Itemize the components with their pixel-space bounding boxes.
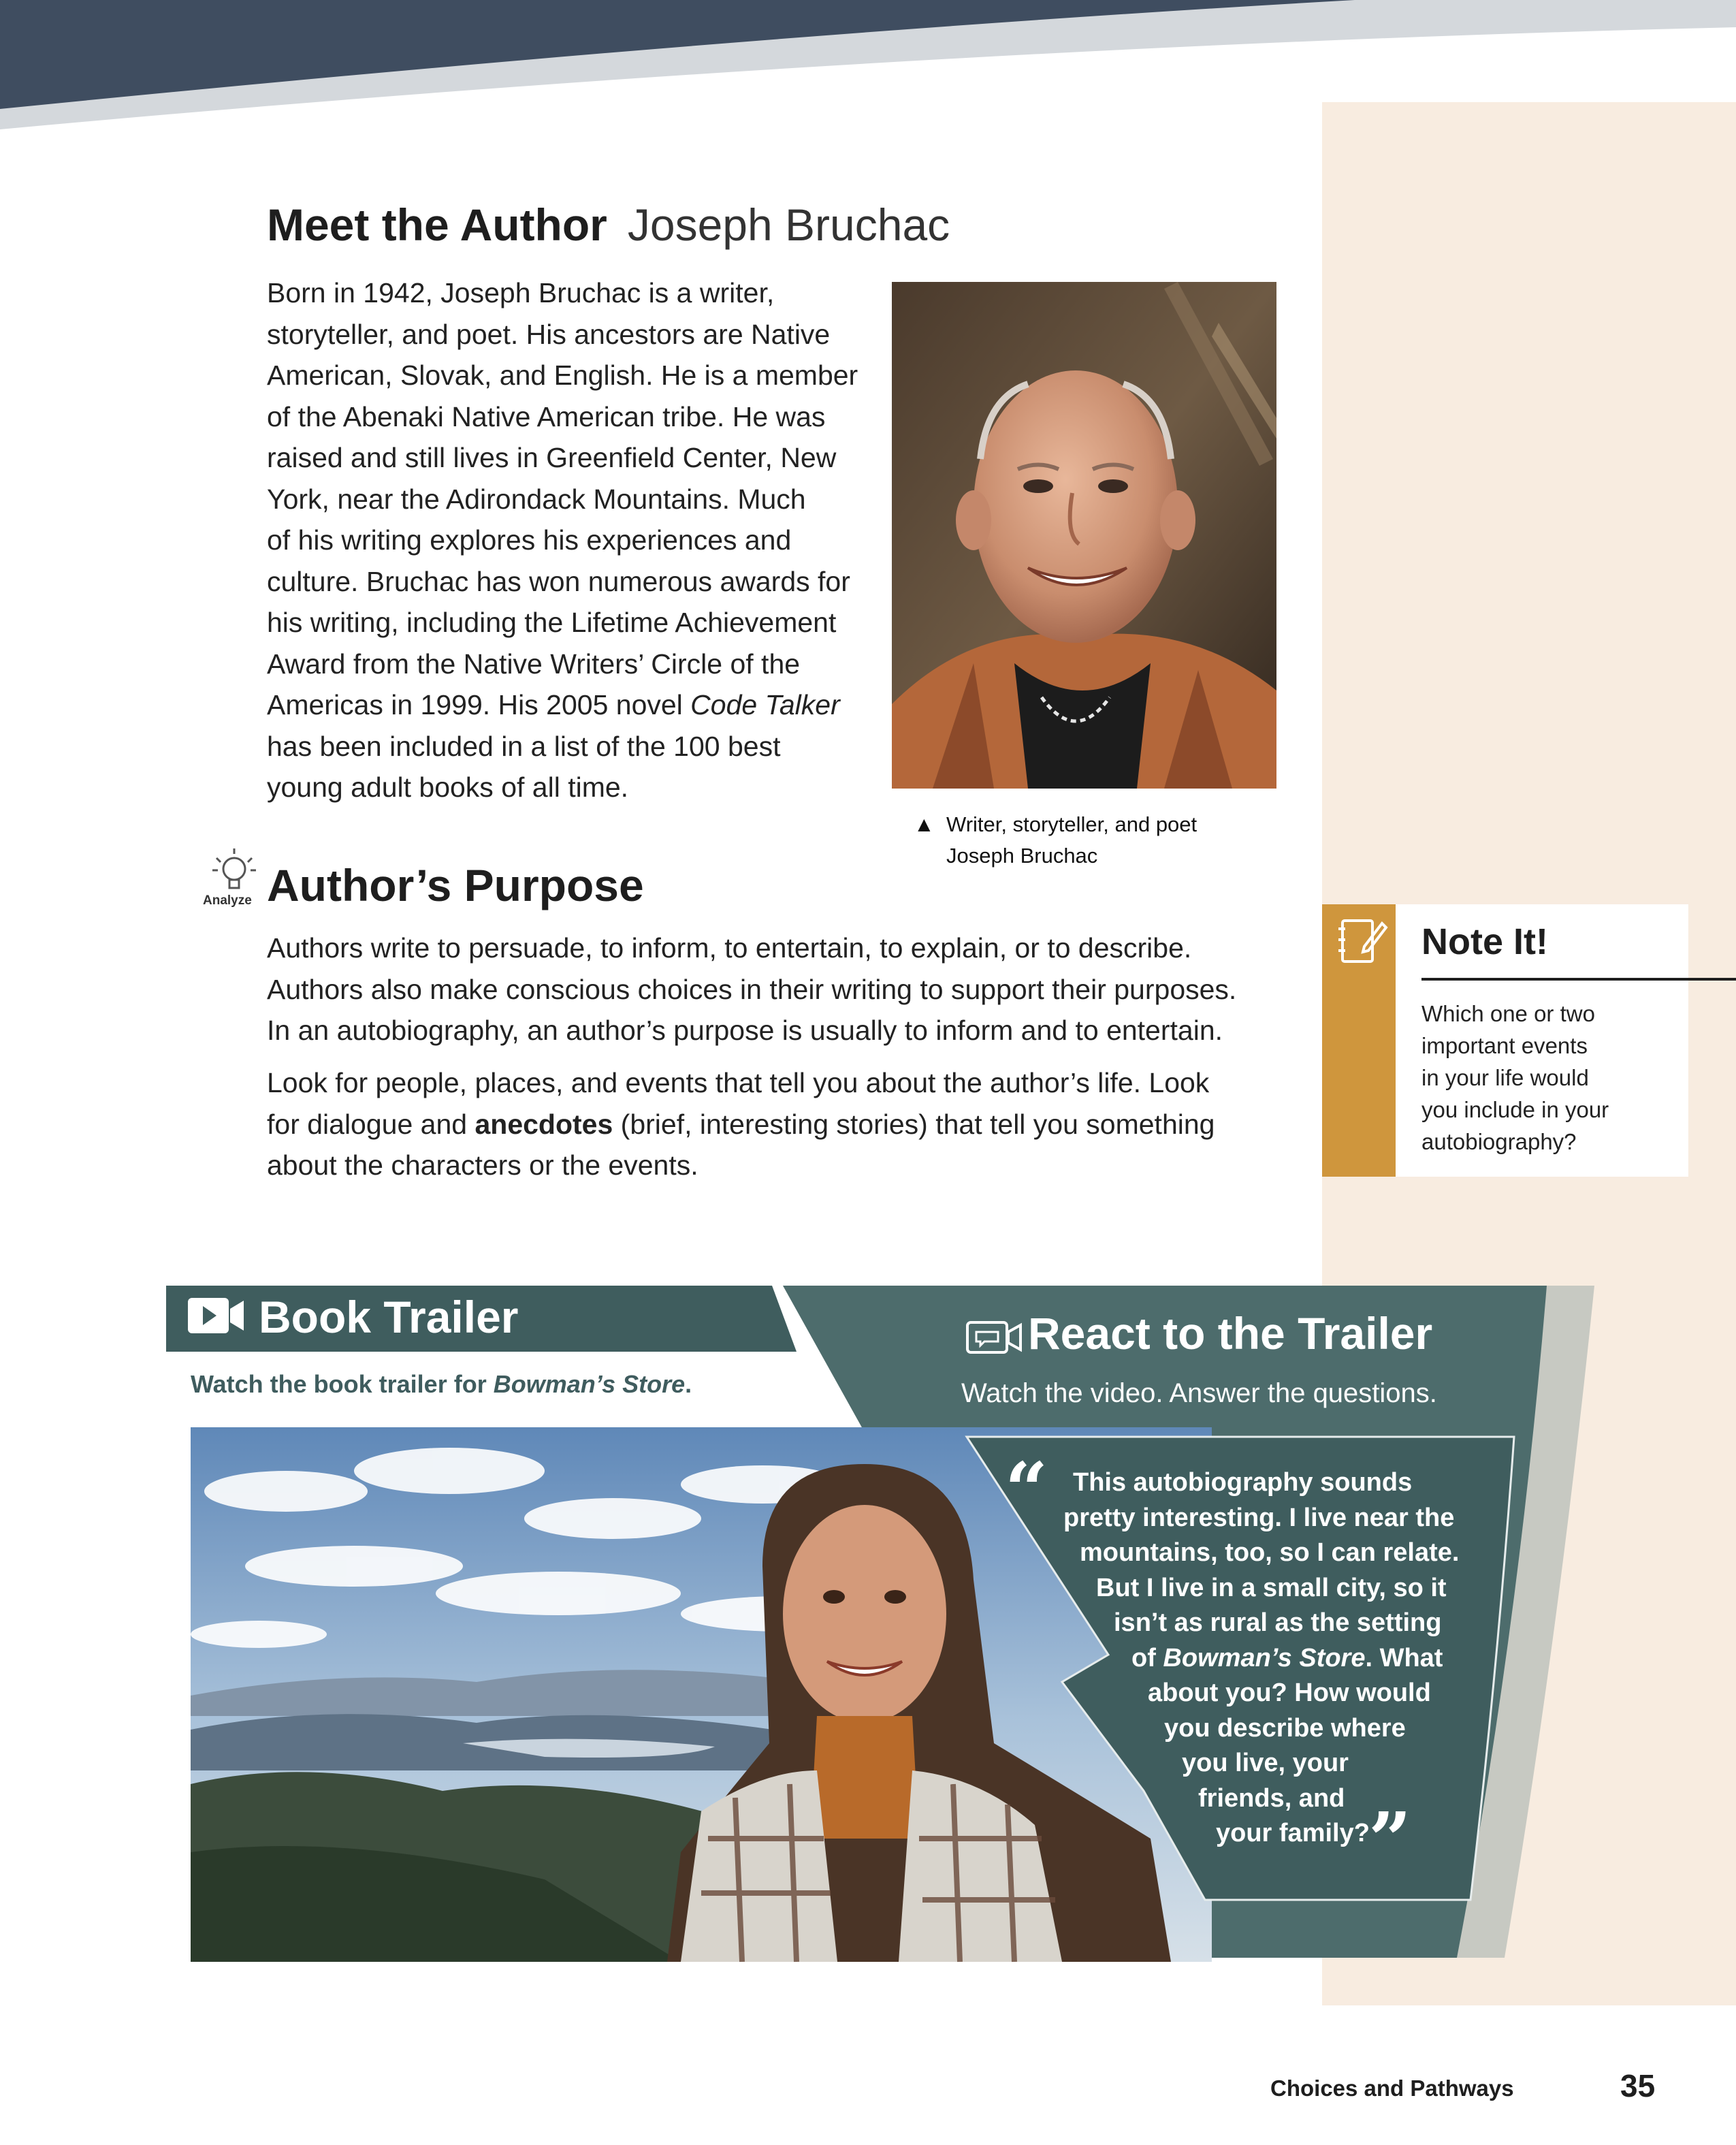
book-title: Bowman’s Store (1163, 1643, 1366, 1672)
bio-line (267, 684, 880, 726)
quote-line: you describe where (1164, 1713, 1406, 1743)
paragraph-line: Authors write to persuade, to inform, to entertain, to explain, or to describe. (267, 932, 1192, 964)
bio-line: of the Abenaki Native American tribe. He was (267, 400, 826, 432)
caption-line: Writer, storyteller, and poet (946, 812, 1197, 836)
video-camera-icon (185, 1294, 246, 1337)
bio-line: American, Slovak, and English. He is a member (267, 360, 858, 391)
bio-line: storyteller, and poet. His ancestors are Native (267, 318, 831, 350)
quote-line: But I live in a small city, so it (1096, 1573, 1447, 1602)
notepad-pencil-icon (1334, 914, 1389, 968)
note-it-rule (1421, 978, 1736, 981)
caption-line: Joseph Bruchac (946, 844, 1098, 868)
quote-text: . What (1365, 1643, 1443, 1672)
quote-line: friends, and (1198, 1783, 1345, 1813)
note-line: autobiography? (1421, 1129, 1577, 1154)
book-trailer-instruction (191, 1370, 692, 1399)
bio-line: his writing, including the Lifetime Achievement (267, 607, 837, 638)
open-quote-mark: “ (1005, 1446, 1048, 1534)
paragraph-line: In an autobiography, an author’s purpose is usually to inform and to entertain. (267, 1015, 1223, 1046)
paragraph-line: Authors also make conscious choices in their writing to support their purposes. (267, 973, 1237, 1005)
react-trailer-instruction: Watch the video. Answer the questions. (961, 1378, 1437, 1408)
footer-unit-label: Choices and Pathways (1270, 2076, 1514, 2101)
author-name: Joseph Bruchac (627, 200, 950, 250)
photo-caption (914, 809, 1268, 872)
bio-line: young adult books of all time. (267, 772, 629, 803)
paragraph-text: for dialogue and (267, 1108, 475, 1140)
book-title: Bowman’s Store (493, 1370, 686, 1398)
paragraph-line: about the characters or the events. (267, 1149, 698, 1181)
author-bio (267, 272, 880, 808)
novel-title: Code Talker (690, 689, 840, 720)
vocab-term: anecdotes (475, 1108, 613, 1140)
react-trailer-title: React to the Trailer (1028, 1308, 1433, 1358)
meet-author-heading (267, 199, 950, 251)
quote-line: your family? (1216, 1819, 1370, 1847)
book-trailer-title: Book Trailer (259, 1292, 519, 1342)
paragraph-line: Look for people, places, and events that tell you about the author’s life. Look (267, 1067, 1210, 1098)
quote-line: isn’t as rural as the setting (1114, 1608, 1442, 1637)
bio-line: raised and still lives in Greenfield Center, New (267, 442, 837, 473)
quote-line: you live, your (1182, 1749, 1349, 1777)
quote-line: about you? How would (1148, 1679, 1431, 1707)
bio-line: has been included in a list of the 100 best (267, 730, 781, 762)
video-chat-icon (965, 1318, 1023, 1356)
quote-line: This autobiography sounds (1073, 1468, 1413, 1497)
close-quote-mark: ” (1368, 1796, 1412, 1884)
bio-line: York, near the Adirondack Mountains. Much (267, 483, 806, 515)
caption-marker: ▲ (914, 812, 935, 836)
bio-text: Americas in 1999. His 2005 novel (267, 689, 691, 720)
note-line: important events (1421, 1033, 1588, 1058)
quote-line: mountains, too, so I can relate. (1080, 1538, 1460, 1567)
bio-line: Born in 1942, Joseph Bruchac is a writer, (267, 277, 775, 308)
note-line: Which one or two (1421, 1001, 1595, 1026)
bio-line: of his writing explores his experiences and (267, 524, 792, 556)
authors-purpose-heading: Author’s Purpose (267, 860, 644, 910)
paragraph-line (267, 1104, 1302, 1145)
author-photo (892, 282, 1276, 789)
bio-line: culture. Bruchac has won numerous awards for (267, 565, 850, 597)
quote-text: of (1131, 1643, 1163, 1672)
paragraph-text: (brief, interesting stories) that tell you something (613, 1108, 1215, 1140)
quote-line: pretty interesting. I live near the (1063, 1503, 1455, 1532)
bio-line: Award from the Native Writers’ Circle of the (267, 648, 801, 680)
student-quote (1028, 1465, 1477, 1852)
note-line: you include in your (1421, 1097, 1609, 1122)
analyze-label: Analyze (203, 893, 252, 908)
purpose-paragraph-1 (267, 927, 1302, 1051)
instruction-text: . (685, 1370, 692, 1398)
page-number: 35 (1620, 2068, 1656, 2103)
note-line: in your life would (1421, 1065, 1589, 1090)
purpose-paragraph-2 (267, 1062, 1302, 1186)
instruction-text: Watch the book trailer for (191, 1370, 494, 1398)
quote-line (1028, 1641, 1477, 1677)
note-it-prompt (1421, 998, 1667, 1158)
note-it-title: Note It! (1421, 921, 1548, 962)
meet-author-label: Meet the Author (267, 200, 607, 250)
